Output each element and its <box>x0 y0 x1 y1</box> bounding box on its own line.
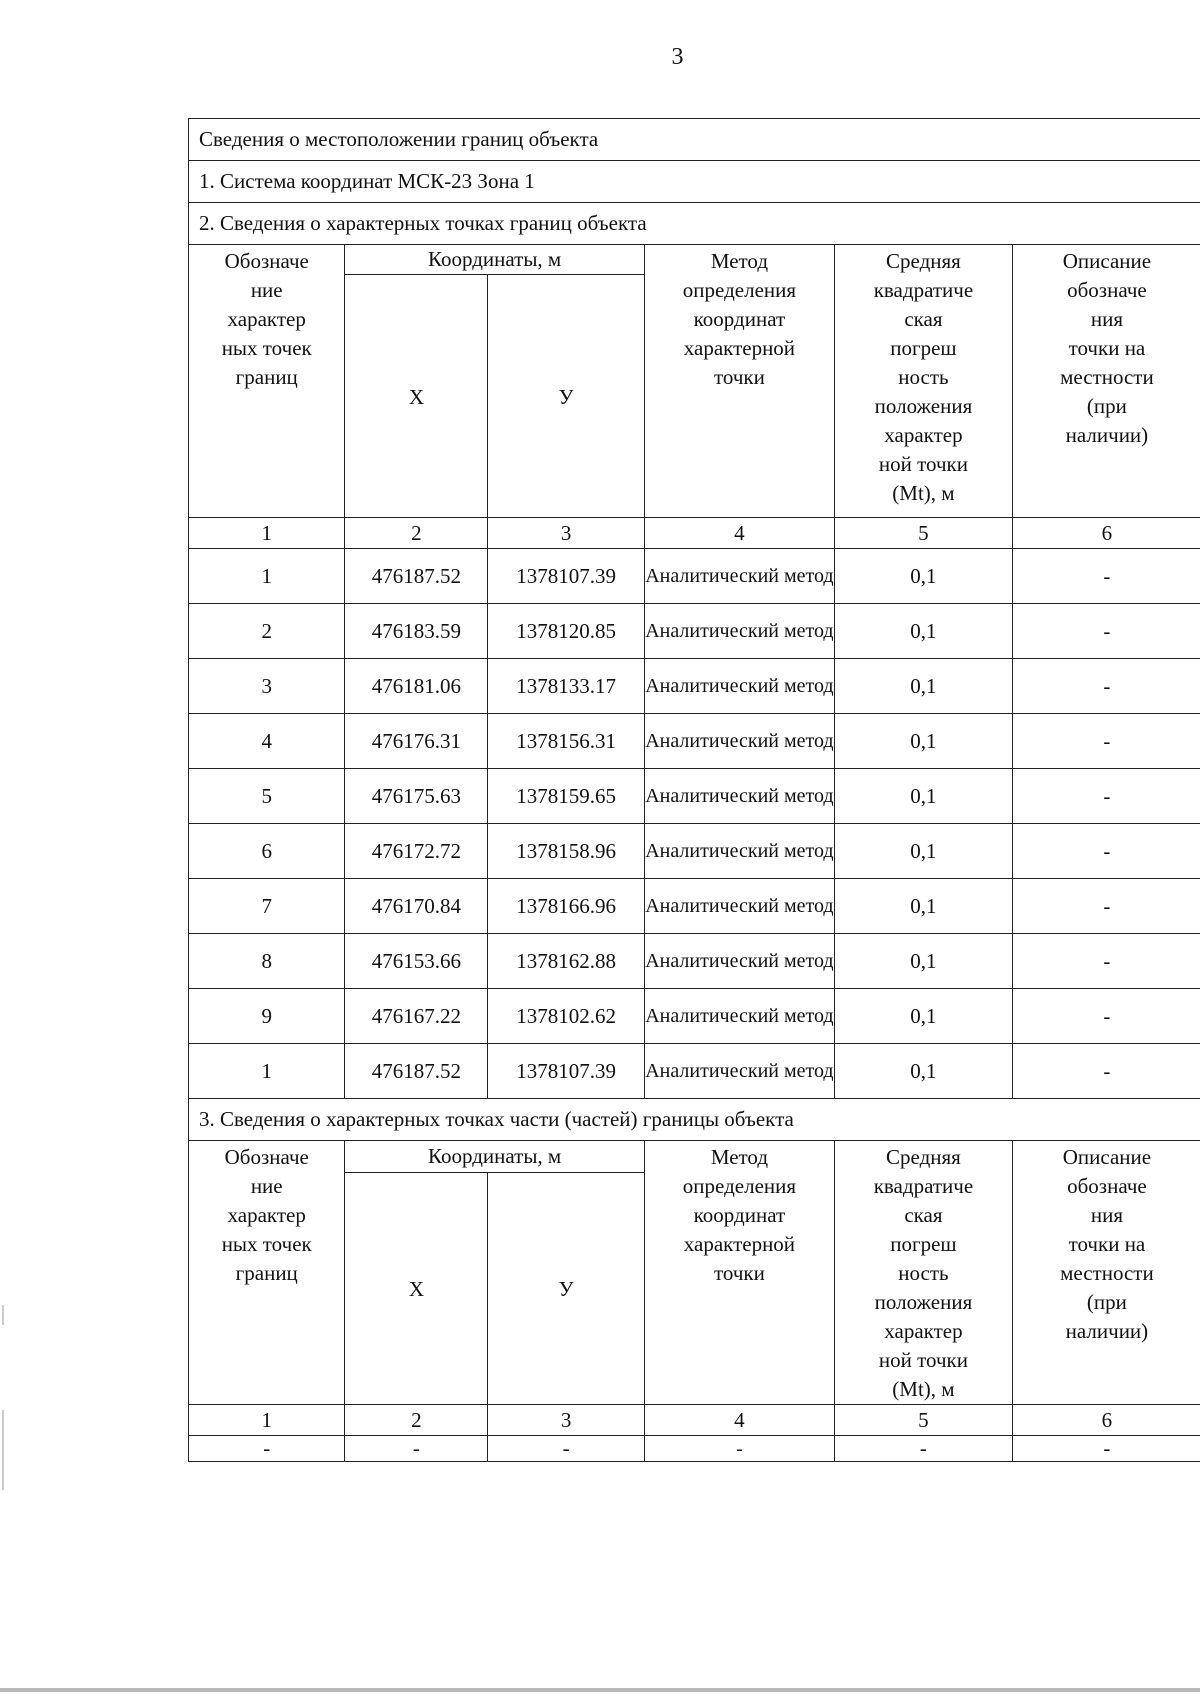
x-coordinate: 476175.63 <box>345 769 488 824</box>
header-point-designation: Обозначе ние характер ных точек границ <box>189 245 345 518</box>
header-coordinates: Координаты, м <box>345 1141 644 1173</box>
y-coordinate: 1378107.39 <box>488 549 644 604</box>
table-row <box>189 549 1200 604</box>
mean-error: 0,1 <box>835 934 1013 989</box>
y-coordinate: 1378158.96 <box>488 824 644 879</box>
point-designation: 1 <box>189 1044 345 1099</box>
page-number: 3 <box>671 44 684 70</box>
mean-error: 0,1 <box>835 714 1013 769</box>
y-coordinate: 1378107.39 <box>488 1044 644 1099</box>
y-coordinate: 1378166.96 <box>488 879 644 934</box>
method: Аналитический метод <box>644 1044 834 1099</box>
point-description: - <box>1012 769 1200 824</box>
header-mean-error: Средняя квадратиче ская погреш ность положения характер ной точки (Mt), м <box>835 245 1013 518</box>
column-number-row <box>189 1405 1200 1436</box>
mean-error: - <box>835 1436 1013 1462</box>
header-method: Метод определения координат характерной точки <box>644 245 834 518</box>
x-coordinate: 476181.06 <box>345 659 488 714</box>
x-coordinate: 476172.72 <box>345 824 488 879</box>
point-description: - <box>1012 934 1200 989</box>
coordinate-system: 1. Система координат МСК-23 Зона 1 <box>189 161 1200 203</box>
table-row <box>189 769 1200 824</box>
column-number: 6 <box>1012 1405 1200 1436</box>
point-description: - <box>1012 1436 1200 1462</box>
point-description: - <box>1012 824 1200 879</box>
mean-error: 0,1 <box>835 549 1013 604</box>
x-coordinate: 476183.59 <box>345 604 488 659</box>
point-description: - <box>1012 714 1200 769</box>
method: Аналитический метод <box>644 879 834 934</box>
scan-mark <box>2 1305 4 1325</box>
y-coordinate: 1378120.85 <box>488 604 644 659</box>
point-description: - <box>1012 659 1200 714</box>
x-coordinate: 476187.52 <box>345 1044 488 1099</box>
scan-mark <box>2 1410 4 1490</box>
x-coordinate: 476187.52 <box>345 549 488 604</box>
x-coordinate: 476167.22 <box>345 989 488 1044</box>
scan-edge <box>0 1688 1200 1692</box>
point-description: - <box>1012 1044 1200 1099</box>
header-x: Х <box>345 1173 488 1405</box>
method: Аналитический метод <box>644 989 834 1044</box>
table-row <box>189 824 1200 879</box>
header-description: Описание обозначе ния точки на местности (при наличии) <box>1012 1141 1200 1405</box>
mean-error: 0,1 <box>835 1044 1013 1099</box>
header-coordinates: Координаты, м <box>345 245 644 275</box>
column-number: 3 <box>488 518 644 549</box>
mean-error: 0,1 <box>835 769 1013 824</box>
header-x: Х <box>345 275 488 518</box>
y-coordinate: 1378133.17 <box>488 659 644 714</box>
header-mean-error: Средняя квадратиче ская погреш ность положения характер ной точки (Mt), м <box>835 1141 1013 1405</box>
table-row <box>189 714 1200 769</box>
method: Аналитический метод <box>644 934 834 989</box>
table-row <box>189 1044 1200 1099</box>
point-designation: 9 <box>189 989 345 1044</box>
column-number: 4 <box>644 518 834 549</box>
x-coordinate: 476176.31 <box>345 714 488 769</box>
y-coordinate: 1378102.62 <box>488 989 644 1044</box>
table-row <box>189 934 1200 989</box>
column-number: 2 <box>345 1405 488 1436</box>
y-coordinate: 1378162.88 <box>488 934 644 989</box>
table-row <box>189 879 1200 934</box>
header-y: У <box>488 275 644 518</box>
mean-error: 0,1 <box>835 989 1013 1044</box>
column-number: 6 <box>1012 518 1200 549</box>
point-designation: - <box>189 1436 345 1462</box>
column-number: 5 <box>835 518 1013 549</box>
mean-error: 0,1 <box>835 659 1013 714</box>
y-coordinate: 1378159.65 <box>488 769 644 824</box>
column-number: 3 <box>488 1405 644 1436</box>
point-designation: 5 <box>189 769 345 824</box>
method: Аналитический метод <box>644 769 834 824</box>
method: Аналитический метод <box>644 549 834 604</box>
column-number: 5 <box>835 1405 1013 1436</box>
boundary-table <box>188 118 1200 1462</box>
column-number: 1 <box>189 518 345 549</box>
mean-error: 0,1 <box>835 879 1013 934</box>
x-coordinate: - <box>345 1436 488 1462</box>
x-coordinate: 476170.84 <box>345 879 488 934</box>
method: Аналитический метод <box>644 659 834 714</box>
point-designation: 1 <box>189 549 345 604</box>
method: Аналитический метод <box>644 714 834 769</box>
point-designation: 2 <box>189 604 345 659</box>
header-y: У <box>488 1173 644 1405</box>
y-coordinate: - <box>488 1436 644 1462</box>
point-description: - <box>1012 989 1200 1044</box>
column-number: 4 <box>644 1405 834 1436</box>
header-description: Описание обозначе ния точки на местности (при наличии) <box>1012 245 1200 518</box>
y-coordinate: 1378156.31 <box>488 714 644 769</box>
mean-error: 0,1 <box>835 824 1013 879</box>
header-row <box>189 245 1200 275</box>
header-method: Метод определения координат характерной точки <box>644 1141 834 1405</box>
point-description: - <box>1012 604 1200 659</box>
point-designation: 8 <box>189 934 345 989</box>
column-number-row <box>189 518 1200 549</box>
header-point-designation: Обозначе ние характер ных точек границ <box>189 1141 345 1405</box>
method: - <box>644 1436 834 1462</box>
section2-title: 2. Сведения о характерных точках границ объекта <box>189 203 1200 245</box>
point-description: - <box>1012 549 1200 604</box>
x-coordinate: 476153.66 <box>345 934 488 989</box>
boundary-info-sheet <box>188 118 1200 1462</box>
section3-title: 3. Сведения о характерных точках части (частей) границы объекта <box>189 1099 1200 1141</box>
point-description: - <box>1012 879 1200 934</box>
point-designation: 4 <box>189 714 345 769</box>
method: Аналитический метод <box>644 824 834 879</box>
point-designation: 6 <box>189 824 345 879</box>
mean-error: 0,1 <box>835 604 1013 659</box>
section-title: Сведения о местоположении границ объекта <box>189 119 1200 161</box>
table-row <box>189 659 1200 714</box>
method: Аналитический метод <box>644 604 834 659</box>
header-row <box>189 1141 1200 1173</box>
column-number: 2 <box>345 518 488 549</box>
point-designation: 7 <box>189 879 345 934</box>
table-row <box>189 1436 1200 1462</box>
point-designation: 3 <box>189 659 345 714</box>
column-number: 1 <box>189 1405 345 1436</box>
table-row <box>189 989 1200 1044</box>
table-row <box>189 604 1200 659</box>
